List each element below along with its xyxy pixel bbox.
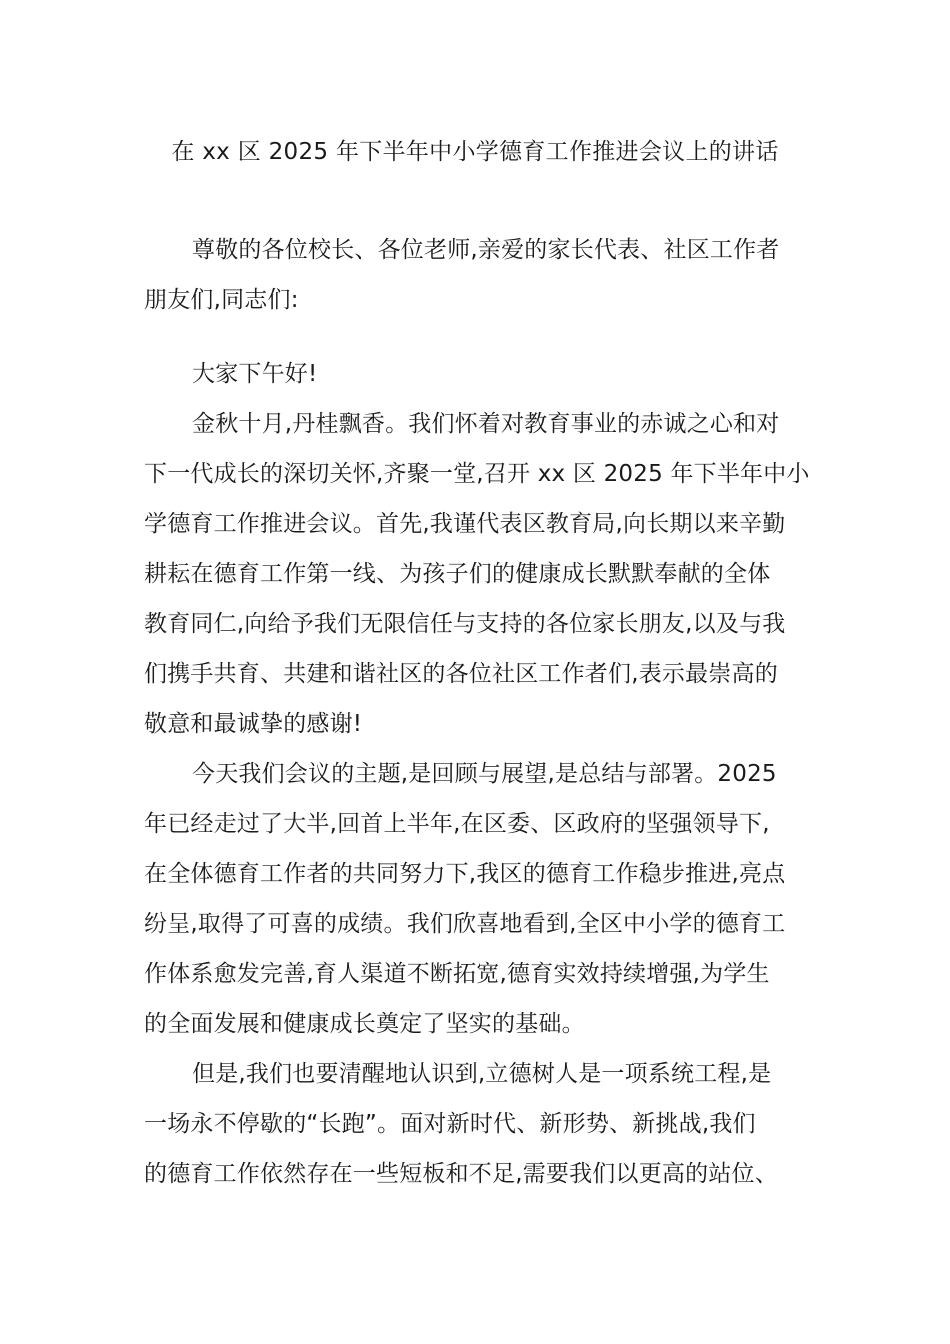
document-title: 在 xx 区 2025 年下半年中小学德育工作推进会议上的讲话	[171, 139, 779, 165]
paragraph-3-line-3: 的德育工作依然存在一些短板和不足,需要我们以更高的站位、	[144, 1161, 778, 1187]
salutation-line-2: 朋友们,同志们:	[144, 287, 299, 313]
paragraph-3-line-2: 一场永不停歇的“长跑”。面对新时代、新形势、新挑战,我们	[144, 1111, 756, 1137]
paragraph-1-line-3: 学德育工作推进会议。首先,我谨代表区教育局,向长期以来辛勤	[144, 511, 786, 537]
paragraph-2-line-4: 纷呈,取得了可喜的成绩。我们欣喜地看到,全区中小学的德育工	[144, 911, 786, 937]
paragraph-2-line-6: 的全面发展和健康成长奠定了坚实的基础。	[144, 1011, 585, 1037]
paragraph-1-line-6: 们携手共育、共建和谐社区的各位社区工作者们,表示最崇高的	[144, 661, 778, 687]
paragraph-2-line-3: 在全体德育工作者的共同努力下,我区的德育工作稳步推进,亮点	[144, 861, 786, 887]
paragraph-2-line-1: 今天我们会议的主题,是回顾与展望,是总结与部署。2025	[192, 761, 777, 787]
paragraph-1-line-4: 耕耘在德育工作第一线、为孩子们的健康成长默默奉献的全体	[144, 561, 771, 587]
paragraph-1-line-5: 教育同仁,向给予我们无限信任与支持的各位家长朋友,以及与我	[144, 611, 786, 637]
paragraph-2-line-2: 年已经走过了大半,回首上半年,在区委、区政府的坚强领导下,	[144, 811, 770, 837]
paragraph-2-line-5: 作体系愈发完善,育人渠道不断拓宽,德育实效持续增强,为学生	[144, 961, 770, 987]
greeting-line: 大家下午好!	[192, 361, 318, 387]
paragraph-1-line-2: 下一代成长的深切关怀,齐聚一堂,召开 xx 区 2025 年下半年中小	[144, 461, 810, 487]
salutation-line-1: 尊敬的各位校长、各位老师,亲爱的家长代表、社区工作者	[192, 237, 780, 263]
paragraph-1-line-7: 敬意和最诚挚的感谢!	[144, 711, 363, 737]
paragraph-1-line-1: 金秋十月,丹桂飘香。我们怀着对教育事业的赤诚之心和对	[192, 411, 780, 437]
paragraph-3-line-1: 但是,我们也要清醒地认识到,立德树人是一项系统工程,是	[192, 1061, 772, 1087]
